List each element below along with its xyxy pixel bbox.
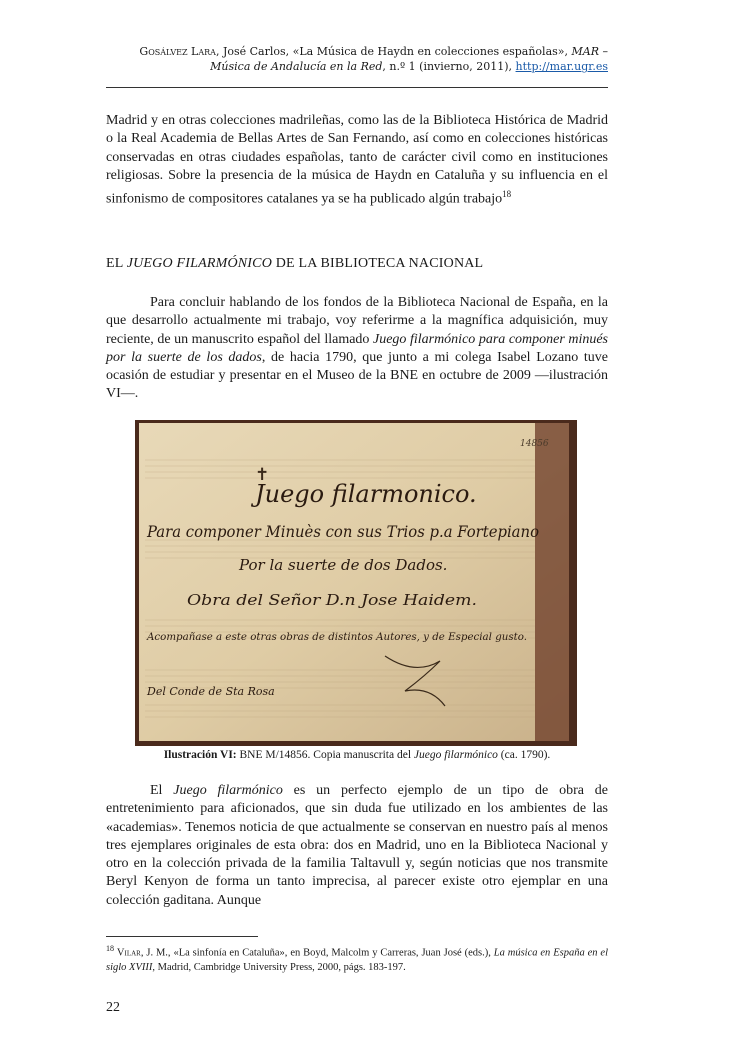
manuscript-line-5: Acompañase a este otras obras de distintos Autores, y de Especial gusto. [145, 632, 527, 643]
caption-label: Ilustración VI: [163, 749, 237, 761]
manuscript-line-2: Para componer Minuès con sus Trios p.a Fortepiano [146, 523, 539, 541]
running-header [106, 44, 608, 74]
paragraph-2-italic: Juego filarmónico para componer minués por la suerte de los dados [106, 331, 609, 365]
paragraph-3-text-b: es un perfecto ejemplo de un tipo de obra de entretenimiento para aficionados, que sin duda fue utilizado en los ambientes de las «academias». Tenemos noticia de que actualmente se conservan en nuestro país al menos tres ejemplares originales de esta obra: dos en Madrid, uno en la Biblioteca Nacional y otro en la colección privada de la familia Taltavull y, según noticias que nos transmite Beryl Kenyon de forma un tanto imprecisa, al parecer existe otro ejemplar en una colección gaditana. Aunque [106, 783, 608, 908]
figure-caption [106, 749, 608, 761]
page-number: 22 [106, 1000, 120, 1015]
header-journal: MAR – Música de Andalucía en la Red [210, 45, 608, 73]
header-citation: , José Carlos, «La Música de Haydn en colecciones españolas», [215, 45, 572, 58]
header-url-link[interactable]: http://mar.ugr.es [515, 60, 608, 73]
footnote-divider [106, 936, 258, 937]
caption-text-a: BNE M/14856. Copia manuscrita del [236, 749, 414, 761]
footnote-text-a: , J. M., «La sinfonía en Cataluña», en Boyd, Malcolm y Carreras, Juan José (eds.), [140, 947, 494, 959]
section-heading-italic: JUEGO FILARMÓNICO [126, 256, 273, 271]
paragraph-3-text-a: El [150, 783, 174, 798]
paragraph-3 [106, 782, 608, 910]
paragraph-2-text-b: , de hacia 1790, que junto a mi colega Isabel Lozano tuve ocasión de estudiar y presentar en el Museo de la BNE en octubre de 2009 —ilustración VI—. [106, 349, 608, 402]
footnote-italic: La música en España en el siglo XVIII [106, 947, 608, 973]
manuscript-cross-mark: ✝ [255, 465, 270, 485]
manuscript-line-3: Por la suerte de dos Dados. [239, 556, 448, 574]
manuscript-line-6: Del Conde de Sta Rosa [147, 685, 275, 698]
paragraph-2-text-a: Para concluir hablando de los fondos de la Biblioteca Nacional de España, en la que desarrollo actualmente mi trabajo, voy referirme a la magnífica adquisición, muy reciente, de un manuscrito español del llamado [106, 295, 608, 347]
manuscript-line-4: Obra del Señor D.n Jose Haidem. [187, 591, 477, 609]
caption-italic: Juego filarmónico [413, 749, 498, 761]
caption-text-b: (ca. 1790). [497, 749, 551, 761]
footnote-author: Vilar [116, 947, 141, 959]
paragraph-1 [106, 112, 608, 209]
footnote-ref-18[interactable]: 18 [502, 189, 512, 200]
paragraph-2 [106, 294, 608, 404]
header-issue: , n.º 1 (invierno, 2011), [382, 60, 516, 73]
section-heading [106, 256, 483, 272]
footnote-number: 18 [106, 944, 114, 953]
paragraph-3-italic: Juego filarmónico [173, 783, 283, 798]
header-divider [106, 87, 608, 88]
paragraph-1-text: Madrid y en otras colecciones madrileñas, como las de la Biblioteca Histórica de Madrid o la Real Academia de Bellas Artes de San Fernando, así como en colecciones históricas conservadas en otras ciudades españolas, tanto de carácter civil como en instituciones religiosas. Sobre la presencia de la música de Haydn en Cataluña y su influencia en el sinfonismo de compositores catalanes ya se ha publicado algún trabajo [106, 113, 608, 207]
manuscript-image [135, 420, 577, 746]
footnote-18 [106, 942, 608, 975]
manuscript-illustration [135, 420, 577, 746]
footnote-text-b: , Madrid, Cambridge University Press, 2000, págs. 183-197. [152, 961, 406, 973]
manuscript-number: 14856 [520, 439, 549, 449]
section-heading-pre: EL [106, 256, 127, 271]
manuscript-title: Juego filarmonico. [255, 480, 477, 508]
section-heading-post: DE LA BIBLIOTECA NACIONAL [272, 256, 484, 271]
header-author: Gosálvez Lara [139, 45, 216, 58]
